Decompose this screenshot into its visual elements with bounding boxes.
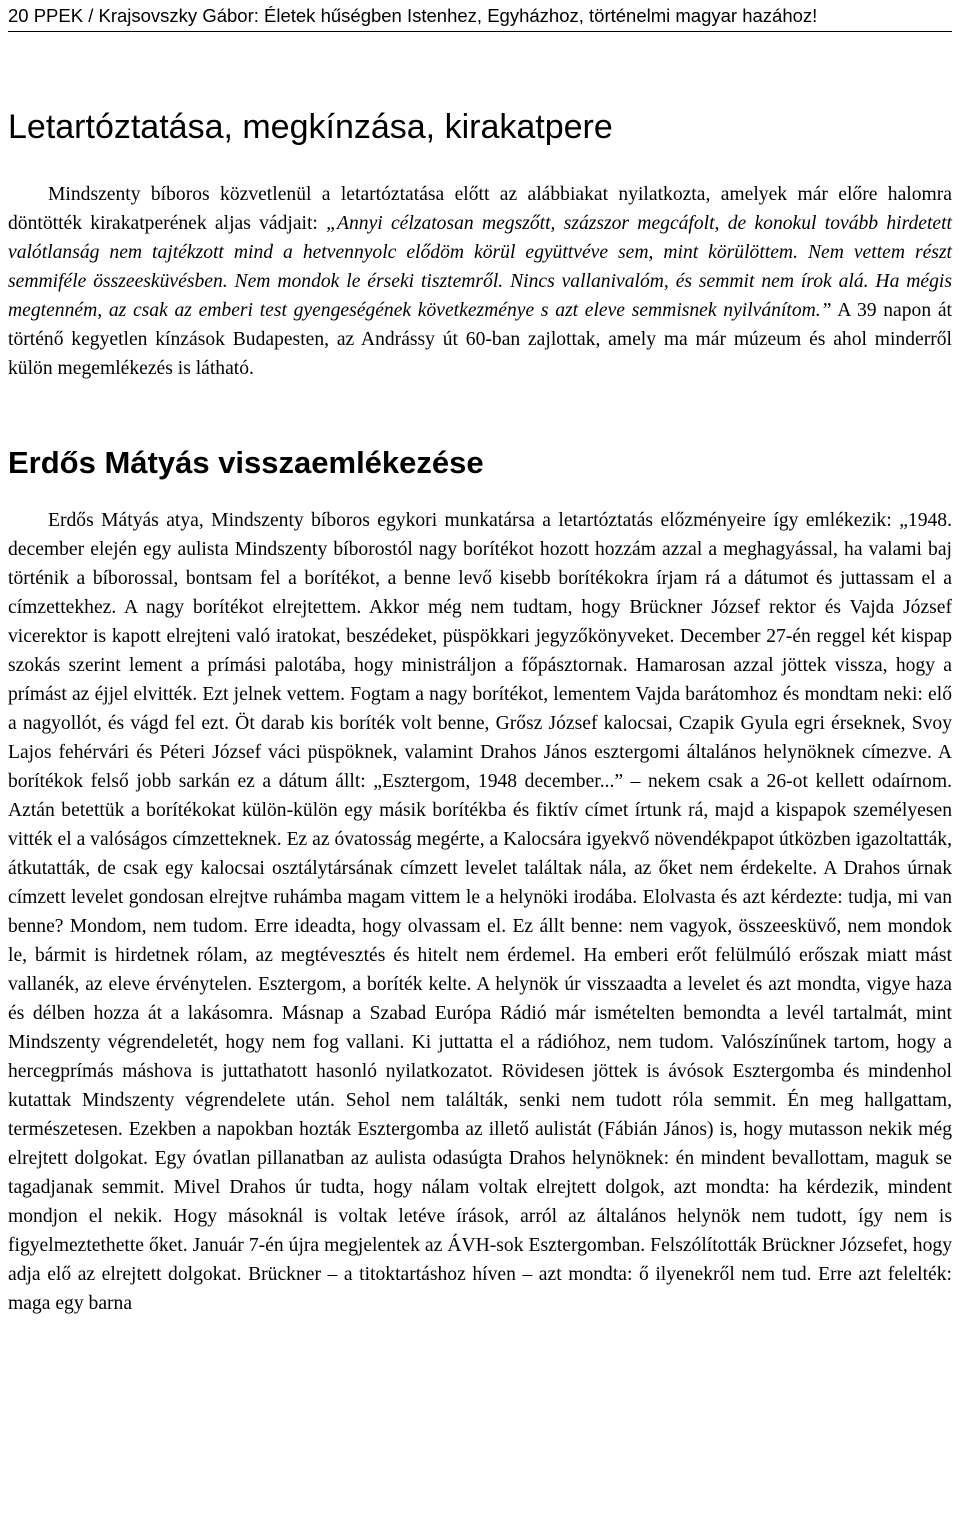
section-title-erdos: Erdős Mátyás visszaemlékezése (8, 445, 484, 480)
section-title-arrest: Letartóztatása, megkínzása, kirakatpere (8, 108, 613, 146)
running-header: 20 PPEK / Krajsovszky Gábor: Életek hűségben Istenhez, Egyházhoz, történelmi magyar hazához! (8, 5, 818, 26)
paragraph-arrest-intro: Mindszenty bíboros közvetlenül a letartóztatása előtt az alábbiakat nyilatkozta, amelyek már előre halomra döntötték kirakatperének aljas vádjait: (8, 184, 952, 234)
mindszenty-quote: „Annyi célzatosan megszőtt, százszor megcáfolt, de konokul tovább hirdetett valótlanság nem tajtékzott mind a hetvennyolc elődöm körül együttvéve sem, mint körülöttem. Nem vettem részt semmiféle összeesküvésben. Nem mondok le érseki tisztemről. Nincs vallanivalóm, és semmit nem írok alá. Ha mégis megtenném, az csak az emberi test gyengeségének következménye s azt eleve semmisnek nyilvánítom.” (8, 213, 952, 321)
paragraph-erdos: Erdős Mátyás atya, Mindszenty bíboros egykori munkatársa a letartóztatás előzményeire így emlékezik: „1948. december elején egy aulista Mindszenty bíborostól nagy borítékot hozott hozzám azzal a meghagyással, ha valami baj történik a bíborossal, bontsam fel a borítékot, a benne levő kisebb borítékokra írjam rá a dátumot és juttassam el a címzettekhez. A nagy borítékot elrejtettem. Akkor még nem tudtam, hogy Brückner József rektor és Vajda József vicerektor is kapott elrejteni való iratokat, beszédeket, püspökkari jegyzőkönyveket. December 27-én reggel két kispap szokás szerint lement a prímási palotába, hogy ministráljon a főpásztornak. Hamarosan azzal jöttek vissza, hogy a prímást az éjjel elvitték. Ezt jelnek vettem. Fogtam a nagy borítékot, lementem Vajda barátomhoz és mondtam neki: elő a nagyollót, és vágd fel ezt. Öt darab kis boríték volt benne, Grősz József kalocsai, Czapik Gyula egri érseknek, Svoy Lajos fehérvári és Péteri József váci püspöknek, valamint Drahos János esztergomi általános helynöknek címezve. A borítékok felső jobb sarkán ez a dátum állt: „Esztergom, 1948 december...” – nekem csak a 26-ot kellett odaírnom. Aztán betettük a borítékokat külön-külön egy másik borítékba és fiktív címet írtunk rá, majd a kispapok személyesen vitték el a valóságos címzetteknek. Ez az óvatosság megérte, a Kalocsára igyekvő növendékpapot útközben igazoltatták, átkutatták, de csak egy kalocsai osztálytársának címzett levelet találtak nála, az őket nem érdekelte. A Drahos úrnak címzett levelet gondosan elrejtve ruhámba magam vittem le a helynöki irodába. Elolvasta és azt kérdezte: tudja, mi van benne? Mondom, nem tudom. Erre ideadta, hogy olvassam el. Ez állt benne: nem vagyok, összeesküvő, nem mondok le, bármit is hirdetnek rólam, az megtévesztés és hitelt nem érdemel. Ha emberi erőt felülmúló erőszak miatt mást vallanék, az eleve érvénytelen. Esztergom, a boríték kelte. A helynök úr visszaadta a levelet és azt mondta, vigye haza és délben hozza át a lakásomra. Másnap a Szabad Európa Rádió már ismételten bemondta a levél tartalmát, mint Mindszenty végrendeletét, hogy nem fog vallani. Ki juttatta el a rádióhoz, nem tudom. Valószínűnek tartom, hogy a hercegprímás máshova is juttathatott hasonló nyilatkozatot. Rövidesen jöttek is ávósok Esztergomba és mindenhol kutattak Mindszenty végrendelete után. Sehol nem találták, senki nem tudott róla semmit. Én meg hallgattam, természetesen. Ezekben a napokban hozták Esztergomba az illető aulistát (Fábián János) is, hogy mutasson nekik még elrejtett dolgokat. Egy óvatlan pillanatban az aulista odasúgta Drahos helynöknek: én mindent bevallottam, maguk se tagadjanak semmit. Mivel Drahos úr tudta, hogy nálam voltak elrejtett dolgok, azt mondta: ha kérdezik, mindent mondjon el nekik. Hogy másoknál is voltak letéve írások, arról az általános helynök nem tudott, így nem is figyelmeztethette őket. Január 7-én újra megjelentek az ÁVH-sok Esztergomban. Felszólították Brückner Józsefet, hogy adja elő az elrejtett dolgokat. Brückner – a titoktartáshoz híven – azt mondta: ő ilyenekről nem tud. Erre azt felelték: maga egy barna (8, 510, 952, 1314)
paragraph-arrest-rest: A 39 napon át történő kegyetlen kínzások Budapesten, az Andrássy út 60-ban zajlottak, amely ma már múzeum és ahol minderről külön megemlékezés is látható. (8, 300, 952, 379)
header-divider (8, 31, 952, 32)
paragraph-arrest (8, 180, 952, 383)
